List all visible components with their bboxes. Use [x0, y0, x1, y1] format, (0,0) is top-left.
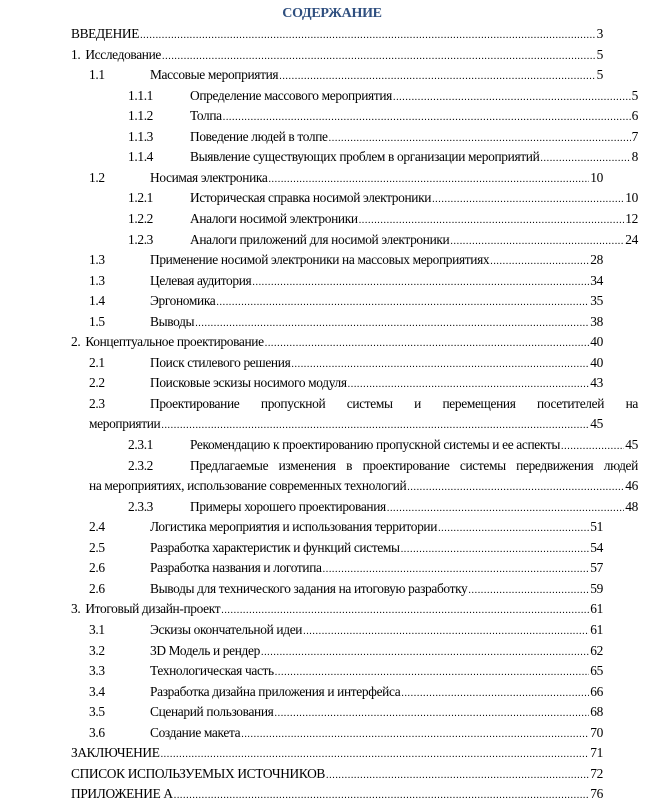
toc-entry-text: Примеры хорошего проектирования — [190, 499, 386, 514]
dot-leader — [326, 766, 589, 786]
dot-leader — [468, 581, 589, 601]
toc-entry-text: Технологическая часть — [150, 663, 274, 678]
dot-leader — [221, 601, 589, 621]
toc-entry-number: 1.2.1 — [128, 190, 154, 205]
toc-entry-text: Исследование — [85, 47, 162, 62]
toc-entry[interactable] — [128, 127, 638, 147]
toc-entry-number: 1.3 — [89, 252, 105, 267]
toc-entry-number: 2. — [71, 334, 81, 349]
toc-entry[interactable] — [89, 168, 603, 188]
toc-entry-text: СПИСОК ИСПОЛЬЗУЕМЫХ ИСТОЧНИКОВ — [71, 766, 326, 781]
dot-leader — [252, 273, 589, 293]
toc-entry-text: Логистика мероприятия и использования территории — [150, 519, 438, 534]
toc-entry-number: 1.2 — [89, 170, 105, 185]
toc-page-number: 38 — [590, 314, 603, 329]
dot-leader — [438, 519, 589, 539]
toc-page-number: 54 — [590, 540, 603, 555]
toc-entry[interactable] — [89, 250, 603, 270]
dot-leader — [323, 560, 590, 580]
toc-entry-number: 1.1.1 — [128, 88, 154, 103]
dot-leader — [140, 26, 596, 46]
toc-page-number: 5 — [631, 88, 638, 103]
toc-entry-line1[interactable] — [89, 394, 638, 414]
dot-leader — [161, 745, 590, 765]
toc-page-number: 76 — [590, 786, 603, 801]
toc-entry-word: системы — [459, 458, 506, 473]
toc-entry[interactable] — [128, 230, 638, 250]
toc-entry-text: Концептуальное проектирование — [85, 334, 264, 349]
toc-page-number: 48 — [625, 499, 638, 514]
toc-entry-text: Определение массового мероприятия — [190, 88, 392, 103]
toc-entry-text: Выводы — [150, 314, 195, 329]
toc-page-number: 71 — [590, 745, 603, 760]
toc-entry[interactable] — [71, 764, 603, 784]
dot-leader — [450, 232, 624, 252]
toc-page-number: 59 — [590, 581, 603, 596]
toc-entry-number: 3. — [71, 601, 81, 616]
toc-entry-text: Эргономика — [150, 293, 216, 308]
toc-entry-text-cont: мероприятии — [89, 416, 161, 431]
toc-page-number: 10 — [625, 190, 638, 205]
toc-page-number: 46 — [625, 478, 638, 493]
toc-entry-text — [190, 456, 638, 476]
toc-entry[interactable] — [89, 353, 603, 373]
dot-leader — [387, 499, 624, 519]
toc-entry-number: 2.4 — [89, 519, 105, 534]
toc-page-number: 3 — [596, 26, 603, 41]
toc-page-number: 6 — [631, 108, 638, 123]
toc-entry-text: Итоговый дизайн-проект — [85, 601, 221, 616]
dot-leader — [401, 684, 589, 704]
toc-page-number: 65 — [590, 663, 603, 678]
toc-entry-word: системы — [346, 396, 393, 411]
toc-entry[interactable] — [128, 209, 638, 229]
dot-leader — [561, 437, 624, 457]
toc-entry-text: Толпа — [190, 108, 222, 123]
toc-entry-number: 3.5 — [89, 704, 105, 719]
toc-entry[interactable] — [89, 641, 603, 661]
toc-entry-line2[interactable] — [89, 414, 603, 434]
toc-page-number: 10 — [590, 170, 603, 185]
toc-entry[interactable] — [89, 65, 603, 85]
toc-entry[interactable] — [71, 45, 603, 65]
dot-leader — [291, 355, 589, 375]
toc-page-number: 7 — [631, 129, 638, 144]
toc-entry-word: на — [625, 396, 638, 411]
toc-entry-line1[interactable] — [128, 456, 638, 476]
toc-page-number: 61 — [590, 622, 603, 637]
toc-entry-text: Применение носимой электроники на массовых мероприятиях — [150, 252, 490, 267]
toc-page-number: 28 — [590, 252, 603, 267]
toc-entry-number: 1.5 — [89, 314, 105, 329]
toc-entry-number: 3.1 — [89, 622, 105, 637]
dot-leader — [279, 67, 595, 87]
toc-entry-number: 2.3.1 — [128, 437, 154, 452]
toc-page-number: 34 — [590, 273, 603, 288]
toc-entry-line2[interactable] — [89, 476, 638, 496]
toc-page-number: 68 — [590, 704, 603, 719]
toc-entry[interactable] — [89, 579, 603, 599]
toc-entry-text: Поиск стилевого решения — [150, 355, 291, 370]
toc-entry-number: 2.3 — [89, 396, 105, 411]
toc-entry-text: Аналоги носимой электроники — [190, 211, 358, 226]
toc-entry[interactable] — [71, 24, 603, 44]
toc-entry[interactable] — [89, 373, 603, 393]
toc-entry-text: Выводы для технического задания на итоговую разработку — [150, 581, 468, 596]
toc-entry-text: Разработка дизайна приложения и интерфейса — [150, 684, 401, 699]
dot-leader — [223, 108, 631, 128]
toc-entry-word: Проектирование — [150, 396, 240, 411]
toc-entry-number: 1.1.2 — [128, 108, 154, 123]
toc-entry[interactable] — [89, 661, 603, 681]
toc-entry[interactable] — [71, 599, 603, 619]
toc-entry[interactable] — [71, 784, 603, 804]
toc-entry-number: 1.3 — [89, 273, 105, 288]
toc-entry[interactable] — [89, 702, 603, 722]
toc-entry-text: ВВЕДЕНИЕ — [71, 26, 140, 41]
toc-entry[interactable] — [89, 723, 603, 743]
toc-entry-number: 3.2 — [89, 643, 105, 658]
toc-entry[interactable] — [128, 106, 638, 126]
toc-entry-number: 1.2.3 — [128, 232, 154, 247]
dot-leader — [268, 170, 589, 190]
dot-leader — [432, 190, 624, 210]
toc-page-number: 45 — [625, 437, 638, 452]
toc-page-number: 40 — [590, 355, 603, 370]
toc-entry-number: 3.4 — [89, 684, 105, 699]
toc-entry-word: проектирование — [362, 458, 450, 473]
toc-entry-number: 2.6 — [89, 581, 105, 596]
dot-leader — [348, 375, 590, 395]
toc-entry-text: ПРИЛОЖЕНИЕ А — [71, 786, 173, 801]
toc-page-number: 5 — [596, 47, 603, 62]
toc-page-number: 8 — [631, 149, 638, 164]
toc-entry-word: посетителей — [537, 396, 605, 411]
toc-page-number: 43 — [590, 375, 603, 390]
toc-entry-text-cont: на мероприятиях, использование современных технологий — [89, 478, 407, 493]
toc-entry-word: изменения — [278, 458, 336, 473]
toc-entry[interactable] — [128, 497, 638, 517]
dot-leader — [393, 88, 631, 108]
dot-leader — [265, 334, 590, 354]
toc-page-number: 35 — [590, 293, 603, 308]
toc-page-number: 66 — [590, 684, 603, 699]
toc-entry-number: 2.3.2 — [128, 458, 154, 473]
toc-entry-word: пропускной — [260, 396, 326, 411]
toc-entry-text: 3D Модель и рендер — [150, 643, 260, 658]
dot-leader — [359, 211, 625, 231]
toc-entry-number: 2.6 — [89, 560, 105, 575]
toc-entry[interactable] — [89, 271, 603, 291]
toc-page-number: 24 — [625, 232, 638, 247]
toc-entry-text: Историческая справка носимой электроники — [190, 190, 432, 205]
toc-entry-word: и — [414, 396, 421, 411]
toc-entry-text: Создание макета — [150, 725, 241, 740]
toc-entry-text: Поисковые эскизы носимого модуля — [150, 375, 347, 390]
toc-entry-word: людей — [603, 458, 638, 473]
toc-entry-number: 2.2 — [89, 375, 105, 390]
dot-leader — [161, 416, 589, 436]
toc-entry-number: 1.1.3 — [128, 129, 154, 144]
toc-entry-text: Носимая электроника — [150, 170, 268, 185]
toc-entry-number: 3.3 — [89, 663, 105, 678]
toc-entry[interactable] — [89, 620, 603, 640]
dot-leader — [241, 725, 589, 745]
toc-entry-number: 2.3.3 — [128, 499, 154, 514]
toc-entry[interactable] — [89, 558, 603, 578]
toc-entry-number: 2.5 — [89, 540, 105, 555]
toc-entry[interactable] — [128, 147, 638, 167]
toc-page-number: 57 — [590, 560, 603, 575]
toc-entry-text: Эскизы окончательной идеи — [150, 622, 303, 637]
toc-page-number: 51 — [590, 519, 603, 534]
toc-entry[interactable] — [128, 188, 638, 208]
toc-page-number: 61 — [590, 601, 603, 616]
dot-leader — [275, 663, 590, 683]
toc-page-number: 45 — [590, 416, 603, 431]
toc-page-number: 40 — [590, 334, 603, 349]
dot-leader — [540, 149, 630, 169]
toc-entry[interactable] — [71, 743, 603, 763]
toc-entry[interactable] — [89, 312, 603, 332]
toc-page-number: 70 — [590, 725, 603, 740]
dot-leader — [162, 47, 596, 67]
toc-entry-word: передвижения — [516, 458, 594, 473]
toc-entry[interactable] — [89, 682, 603, 702]
toc-entry-text: Разработка названия и логотипа — [150, 560, 322, 575]
toc-title: СОДЕРЖАНИЕ — [282, 6, 382, 21]
toc-entry-word: Предлагаемые — [190, 458, 269, 473]
toc-entry[interactable] — [128, 86, 638, 106]
toc-entry-text: Рекомендацию к проектированию пропускной системы и ее аспекты — [190, 437, 561, 452]
toc-entry-number: 1.1.4 — [128, 149, 154, 164]
toc-entry-text: ЗАКЛЮЧЕНИЕ — [71, 745, 160, 760]
toc-entry-number: 3.6 — [89, 725, 105, 740]
toc-entry[interactable] — [71, 332, 603, 352]
dot-leader — [329, 129, 631, 149]
toc-entry[interactable] — [89, 291, 603, 311]
dot-leader — [174, 786, 590, 806]
toc-entry-number: 1.4 — [89, 293, 105, 308]
toc-entry-text: Аналоги приложений для носимой электроники — [190, 232, 450, 247]
toc-entry-text: Целевая аудитория — [150, 273, 252, 288]
toc-entry-number: 2.1 — [89, 355, 105, 370]
toc-entry-number: 1. — [71, 47, 81, 62]
dot-leader — [275, 704, 590, 724]
dot-leader — [195, 314, 589, 334]
toc-page-number: 72 — [590, 766, 603, 781]
dot-leader — [261, 643, 589, 663]
toc-entry[interactable] — [128, 435, 638, 455]
dot-leader — [216, 293, 589, 313]
toc-entry-text: Поведение людей в толпе — [190, 129, 328, 144]
toc-entry-number: 1.2.2 — [128, 211, 154, 226]
dot-leader — [407, 478, 624, 498]
toc-entry-text: Массовые мероприятия — [150, 67, 279, 82]
dot-leader — [490, 252, 589, 272]
toc-entry-text: Сценарий пользования — [150, 704, 274, 719]
toc-entry-word: в — [346, 458, 353, 473]
toc-entry-number: 1.1 — [89, 67, 105, 82]
toc-entry[interactable] — [89, 538, 603, 558]
toc-page-number: 12 — [625, 211, 638, 226]
toc-entry-text: Выявление существующих проблем в организации мероприятий — [190, 149, 540, 164]
toc-entry-text — [150, 394, 638, 414]
dot-leader — [401, 540, 590, 560]
toc-entry-word: перемещения — [442, 396, 516, 411]
dot-leader — [303, 622, 589, 642]
toc-page-number: 5 — [596, 67, 603, 82]
toc-page-number: 62 — [590, 643, 603, 658]
toc-entry-text: Разработка характеристик и функций системы — [150, 540, 400, 555]
toc-entry[interactable] — [89, 517, 603, 537]
